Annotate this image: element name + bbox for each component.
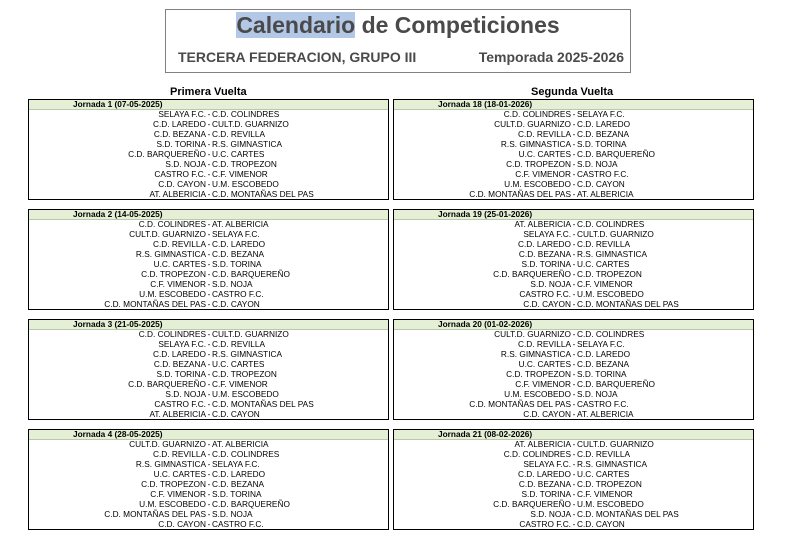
match-row — [29, 370, 388, 380]
away-team: CASTRO F.C. — [577, 398, 629, 409]
away-team: AT. ALBERICIA — [212, 439, 269, 450]
match-separator: - — [207, 349, 211, 360]
home-team: C.D. CAYON — [158, 178, 206, 189]
home-team: U.M. ESCOBEDO — [504, 388, 571, 399]
matchday-title: Jornada 4 (28-05-2025) — [29, 430, 388, 440]
match-row — [29, 299, 388, 309]
match-separator: - — [207, 388, 211, 399]
away-team: R.S. GIMNASTICA — [212, 139, 283, 150]
match-row — [29, 509, 388, 519]
match-separator: - — [572, 508, 576, 519]
home-team: SELAYA F.C. — [523, 229, 571, 240]
away-team: C.D. REVILLA — [212, 339, 266, 350]
match-separator: - — [572, 439, 576, 450]
match-separator: - — [572, 249, 576, 260]
away-team: C.D. REVILLA — [577, 449, 631, 460]
away-team: C.F. VIMENOR — [577, 278, 633, 289]
home-team: U.M. ESCOBEDO — [504, 178, 571, 189]
match-separator: - — [572, 259, 576, 269]
match-row — [29, 269, 388, 279]
home-team: C.D. TROPEZON — [141, 479, 206, 489]
match-separator: - — [572, 239, 576, 250]
matchday-title: Jornada 1 (07-05-2025) — [29, 100, 388, 110]
match-row — [394, 509, 753, 519]
home-team: C.D. BEZANA — [518, 479, 571, 489]
away-team: C.D. MONTAÑAS DEL PAS — [577, 508, 679, 519]
match-separator: - — [572, 498, 576, 509]
match-separator: - — [572, 298, 576, 309]
away-team: CASTRO F.C. — [212, 288, 264, 299]
away-team: U.M. ESCOBEDO — [212, 178, 279, 189]
away-team: C.D. TROPEZON — [577, 479, 642, 489]
home-team: SELAYA F.C. — [158, 109, 206, 120]
away-team: C.D. BEZANA — [212, 249, 265, 260]
match-separator: - — [572, 378, 576, 389]
match-separator: - — [572, 329, 576, 340]
away-team: C.D. TROPEZON — [577, 268, 642, 279]
away-team: R.S. GIMNASTICA — [577, 459, 648, 470]
home-team: SELAYA F.C. — [158, 339, 206, 350]
match-separator: - — [572, 408, 576, 419]
matchday-title: Jornada 19 (25-01-2026) — [394, 210, 753, 220]
away-team: R.S. GIMNASTICA — [212, 349, 283, 360]
away-team: C.D. TROPEZON — [212, 369, 277, 379]
away-team: SELAYA F.C. — [577, 109, 625, 120]
home-team: C.D. CAYON — [523, 298, 571, 309]
home-team: C.D. BARQUEREÑO — [128, 378, 206, 389]
match-row — [394, 279, 753, 289]
match-separator: - — [207, 249, 211, 260]
second-half-heading: Segunda Vuelta — [531, 86, 614, 98]
page-title — [166, 12, 630, 39]
away-team: U.M. ESCOBEDO — [212, 388, 279, 399]
match-separator: - — [572, 479, 576, 489]
match-row — [29, 519, 388, 529]
away-team: AT. ALBERICIA — [577, 408, 634, 419]
title-highlighted-word[interactable]: Calendario — [236, 12, 356, 38]
match-row — [29, 279, 388, 289]
match-row — [394, 150, 753, 160]
away-team: SELAYA F.C. — [212, 229, 260, 240]
match-separator: - — [207, 188, 211, 199]
match-row — [29, 379, 388, 389]
away-team: S.D. NOJA — [577, 158, 618, 169]
match-separator: - — [572, 119, 576, 130]
home-team: U.C. CARTES — [518, 149, 571, 159]
matchday-block-second-2 — [393, 209, 754, 310]
match-separator: - — [207, 398, 211, 409]
away-team: C.D. COLINDRES — [577, 329, 645, 340]
matchday-block-first-2 — [28, 209, 389, 310]
match-row — [394, 179, 753, 189]
home-team: CASTRO F.C. — [154, 168, 206, 179]
home-team: C.D. COLINDRES — [138, 219, 206, 230]
home-team: C.D. LAREDO — [517, 239, 571, 250]
away-team: C.D. MONTAÑAS DEL PAS — [212, 188, 314, 199]
home-team: CASTRO F.C. — [519, 288, 571, 299]
match-separator: - — [207, 339, 211, 350]
match-row — [29, 189, 388, 199]
match-row — [29, 480, 388, 490]
away-team: S.D. TORINA — [577, 139, 627, 150]
away-team: C.D. BARQUEREÑO — [212, 268, 290, 279]
home-team: S.D. TORINA — [521, 259, 571, 269]
away-team: U.C. CARTES — [577, 259, 630, 269]
match-separator: - — [207, 268, 211, 279]
away-team: CULT.D. GUARNIZO — [212, 329, 289, 340]
match-separator: - — [207, 278, 211, 289]
away-team: CULT.D. GUARNIZO — [212, 119, 289, 130]
title-rest: de Competiciones — [355, 12, 560, 38]
home-team: C.D. LAREDO — [152, 119, 206, 130]
match-row — [29, 179, 388, 189]
match-separator: - — [207, 259, 211, 269]
away-team: SELAYA F.C. — [212, 459, 260, 470]
home-team: CASTRO F.C. — [519, 518, 571, 529]
away-team: C.D. BEZANA — [577, 129, 630, 140]
away-team: C.D. REVILLA — [577, 239, 631, 250]
away-team: C.D. CAYON — [212, 298, 260, 309]
matchday-title: Jornada 21 (08-02-2026) — [394, 430, 753, 440]
match-row — [394, 379, 753, 389]
home-team: R.S. GIMNASTICA — [500, 139, 571, 150]
away-team: C.D. REVILLA — [212, 129, 266, 140]
away-team: U.M. ESCOBEDO — [577, 498, 644, 509]
home-team: C.D. COLINDRES — [503, 109, 571, 120]
home-team: AT. ALBERICIA — [514, 219, 571, 230]
match-row — [394, 169, 753, 179]
home-team: CULT.D. GUARNIZO — [494, 119, 571, 130]
home-team: S.D. NOJA — [165, 158, 206, 169]
match-separator: - — [572, 219, 576, 230]
home-team: S.D. NOJA — [530, 278, 571, 289]
away-team: C.D. LAREDO — [577, 119, 631, 130]
matchday-block-second-3 — [393, 319, 754, 420]
home-team: C.D. COLINDRES — [138, 329, 206, 340]
match-separator: - — [572, 459, 576, 470]
match-row — [394, 370, 753, 380]
home-team: C.D. REVILLA — [152, 239, 206, 250]
home-team: C.D. BARQUEREÑO — [493, 498, 571, 509]
home-team: C.D. MONTAÑAS DEL PAS — [104, 508, 206, 519]
away-team: C.F. VIMENOR — [577, 488, 633, 499]
home-team: U.M. ESCOBEDO — [139, 498, 206, 509]
away-team: C.D. COLINDRES — [577, 219, 645, 230]
home-team: C.D. BEZANA — [518, 249, 571, 260]
match-separator: - — [572, 488, 576, 499]
match-separator: - — [572, 109, 576, 120]
match-separator: - — [207, 119, 211, 130]
home-team: C.D. BARQUEREÑO — [128, 149, 206, 159]
home-team: C.F. VIMENOR — [515, 378, 571, 389]
match-row — [394, 499, 753, 509]
away-team: C.D. LAREDO — [212, 239, 266, 250]
home-team: C.F. VIMENOR — [150, 278, 206, 289]
match-separator: - — [207, 178, 211, 189]
away-team: C.D. BEZANA — [212, 479, 265, 489]
match-row — [394, 289, 753, 299]
away-team: S.D. NOJA — [212, 508, 253, 519]
matchday-title: Jornada 18 (18-01-2026) — [394, 100, 753, 110]
match-separator: - — [572, 518, 576, 529]
match-separator: - — [207, 149, 211, 159]
match-separator: - — [207, 469, 211, 480]
home-team: C.D. CAYON — [523, 408, 571, 419]
match-separator: - — [207, 139, 211, 150]
home-team: S.D. NOJA — [530, 508, 571, 519]
away-team: CASTRO F.C. — [577, 168, 629, 179]
away-team: C.D. COLINDRES — [212, 109, 280, 120]
away-team: C.D. LAREDO — [577, 349, 631, 360]
matchday-block-first-4 — [28, 429, 389, 530]
away-team: C.F. VIMENOR — [212, 168, 268, 179]
match-row — [394, 269, 753, 279]
home-team: C.D. LAREDO — [152, 349, 206, 360]
home-team: C.D. MONTAÑAS DEL PAS — [469, 188, 571, 199]
match-separator: - — [207, 449, 211, 460]
home-team: CULT.D. GUARNIZO — [129, 229, 206, 240]
match-row — [29, 499, 388, 509]
match-row — [29, 260, 388, 270]
match-row — [29, 399, 388, 409]
home-team: C.D. MONTAÑAS DEL PAS — [469, 398, 571, 409]
matchday-title: Jornada 20 (01-02-2026) — [394, 320, 753, 330]
match-row — [29, 150, 388, 160]
home-team: C.F. VIMENOR — [150, 488, 206, 499]
away-team: S.D. NOJA — [577, 388, 618, 399]
match-separator: - — [572, 168, 576, 179]
away-team: S.D. NOJA — [212, 278, 253, 289]
match-separator: - — [572, 388, 576, 399]
away-team: C.D. LAREDO — [212, 469, 266, 480]
away-team: C.D. BARQUEREÑO — [577, 378, 655, 389]
away-team: S.D. TORINA — [212, 488, 262, 499]
match-separator: - — [207, 369, 211, 379]
away-team: C.D. BEZANA — [577, 359, 630, 370]
match-row — [394, 519, 753, 529]
away-team: C.D. BARQUEREÑO — [577, 149, 655, 159]
home-team: U.C. CARTES — [153, 259, 206, 269]
match-separator: - — [572, 359, 576, 370]
match-row — [29, 389, 388, 399]
match-separator: - — [572, 398, 576, 409]
home-team: U.C. CARTES — [153, 469, 206, 480]
away-team: C.D. CAYON — [577, 178, 625, 189]
match-row — [394, 480, 753, 490]
home-team: C.D. REVILLA — [517, 339, 571, 350]
match-separator: - — [207, 109, 211, 120]
match-separator: - — [207, 498, 211, 509]
match-separator: - — [207, 288, 211, 299]
away-team: AT. ALBERICIA — [577, 188, 634, 199]
fixtures-grid — [28, 99, 754, 539]
home-team: C.D. TROPEZON — [506, 369, 571, 379]
match-row — [29, 169, 388, 179]
match-separator: - — [207, 459, 211, 470]
match-separator: - — [207, 408, 211, 419]
match-separator: - — [572, 188, 576, 199]
match-separator: - — [207, 518, 211, 529]
home-team: C.D. BARQUEREÑO — [493, 268, 571, 279]
match-separator: - — [572, 158, 576, 169]
match-separator: - — [207, 488, 211, 499]
matchday-block-first-1 — [28, 99, 389, 200]
match-separator: - — [207, 329, 211, 340]
match-separator: - — [572, 288, 576, 299]
match-row — [394, 409, 753, 419]
match-row — [29, 159, 388, 169]
home-team: S.D. TORINA — [521, 488, 571, 499]
matchday-block-second-4 — [393, 429, 754, 530]
home-team: C.D. TROPEZON — [141, 268, 206, 279]
match-separator: - — [572, 229, 576, 240]
away-team: CASTRO F.C. — [212, 518, 264, 529]
match-separator: - — [572, 278, 576, 289]
match-separator: - — [572, 449, 576, 460]
home-team: C.D. TROPEZON — [506, 158, 571, 169]
home-team: C.D. BEZANA — [153, 129, 206, 140]
header-box — [165, 9, 631, 73]
away-team: S.D. TORINA — [577, 369, 627, 379]
away-team: C.F. VIMENOR — [212, 378, 268, 389]
match-separator: - — [207, 129, 211, 140]
match-separator: - — [572, 369, 576, 379]
match-separator: - — [207, 158, 211, 169]
match-separator: - — [207, 298, 211, 309]
match-separator: - — [207, 479, 211, 489]
home-team: C.D. CAYON — [158, 518, 206, 529]
matchday-title: Jornada 3 (21-05-2025) — [29, 320, 388, 330]
match-separator: - — [572, 139, 576, 150]
away-team: S.D. TORINA — [212, 259, 262, 269]
home-team: C.D. MONTAÑAS DEL PAS — [104, 298, 206, 309]
home-team: C.D. COLINDRES — [503, 449, 571, 460]
matchday-block-second-1 — [393, 99, 754, 200]
away-team: AT. ALBERICIA — [212, 219, 269, 230]
away-team: U.C. CARTES — [212, 359, 265, 370]
match-separator: - — [572, 339, 576, 350]
match-row — [29, 409, 388, 419]
match-separator: - — [207, 229, 211, 240]
match-row — [394, 189, 753, 199]
home-team: C.F. VIMENOR — [515, 168, 571, 179]
match-separator: - — [207, 168, 211, 179]
away-team: C.D. COLINDRES — [212, 449, 280, 460]
home-team: C.D. REVILLA — [152, 449, 206, 460]
match-separator: - — [572, 469, 576, 480]
home-team: R.S. GIMNASTICA — [500, 349, 571, 360]
match-separator: - — [207, 439, 211, 450]
away-team: C.D. BARQUEREÑO — [212, 498, 290, 509]
away-team: C.D. TROPEZON — [212, 158, 277, 169]
match-separator: - — [207, 359, 211, 370]
away-team: C.D. MONTAÑAS DEL PAS — [212, 398, 314, 409]
match-row — [394, 489, 753, 499]
away-team: U.M. ESCOBEDO — [577, 288, 644, 299]
matchday-title: Jornada 2 (14-05-2025) — [29, 210, 388, 220]
match-row — [394, 260, 753, 270]
match-separator: - — [572, 268, 576, 279]
home-team: CULT.D. GUARNIZO — [494, 329, 571, 340]
matchday-block-first-3 — [28, 319, 389, 420]
home-team: R.S. GIMNASTICA — [135, 459, 206, 470]
away-team: U.C. CARTES — [577, 469, 630, 480]
match-row — [29, 289, 388, 299]
home-team: U.M. ESCOBEDO — [139, 288, 206, 299]
away-team: CULT.D. GUARNIZO — [577, 439, 654, 450]
home-team: AT. ALBERICIA — [149, 408, 206, 419]
match-separator: - — [207, 239, 211, 250]
home-team: AT. ALBERICIA — [514, 439, 571, 450]
home-team: C.D. LAREDO — [517, 469, 571, 480]
match-separator: - — [572, 349, 576, 360]
away-team: U.C. CARTES — [212, 149, 265, 159]
home-team: CULT.D. GUARNIZO — [129, 439, 206, 450]
away-team: C.D. CAYON — [212, 408, 260, 419]
home-team: R.S. GIMNASTICA — [135, 249, 206, 260]
match-separator: - — [207, 378, 211, 389]
home-team: U.C. CARTES — [518, 359, 571, 370]
match-row — [29, 489, 388, 499]
home-team: S.D. TORINA — [156, 369, 206, 379]
match-separator: - — [207, 508, 211, 519]
away-team: C.D. MONTAÑAS DEL PAS — [577, 298, 679, 309]
match-separator: - — [572, 149, 576, 159]
home-team: S.D. TORINA — [156, 139, 206, 150]
match-separator: - — [572, 178, 576, 189]
season-label: Temporada 2025-2026 — [478, 49, 624, 65]
away-team: R.S. GIMNASTICA — [577, 249, 648, 260]
match-separator: - — [207, 219, 211, 230]
away-team: CULT.D. GUARNIZO — [577, 229, 654, 240]
home-team: C.D. REVILLA — [517, 129, 571, 140]
home-team: SELAYA F.C. — [523, 459, 571, 470]
home-team: AT. ALBERICIA — [149, 188, 206, 199]
home-team: CASTRO F.C. — [154, 398, 206, 409]
away-team: C.D. CAYON — [577, 518, 625, 529]
league-name: TERCERA FEDERACION, GRUPO III — [178, 49, 417, 65]
match-row — [394, 389, 753, 399]
home-team: C.D. BEZANA — [153, 359, 206, 370]
match-row — [394, 399, 753, 409]
home-team: S.D. NOJA — [165, 388, 206, 399]
away-team: SELAYA F.C. — [577, 339, 625, 350]
match-separator: - — [572, 129, 576, 140]
first-half-heading: Primera Vuelta — [170, 86, 247, 98]
match-row — [394, 159, 753, 169]
match-row — [394, 299, 753, 309]
